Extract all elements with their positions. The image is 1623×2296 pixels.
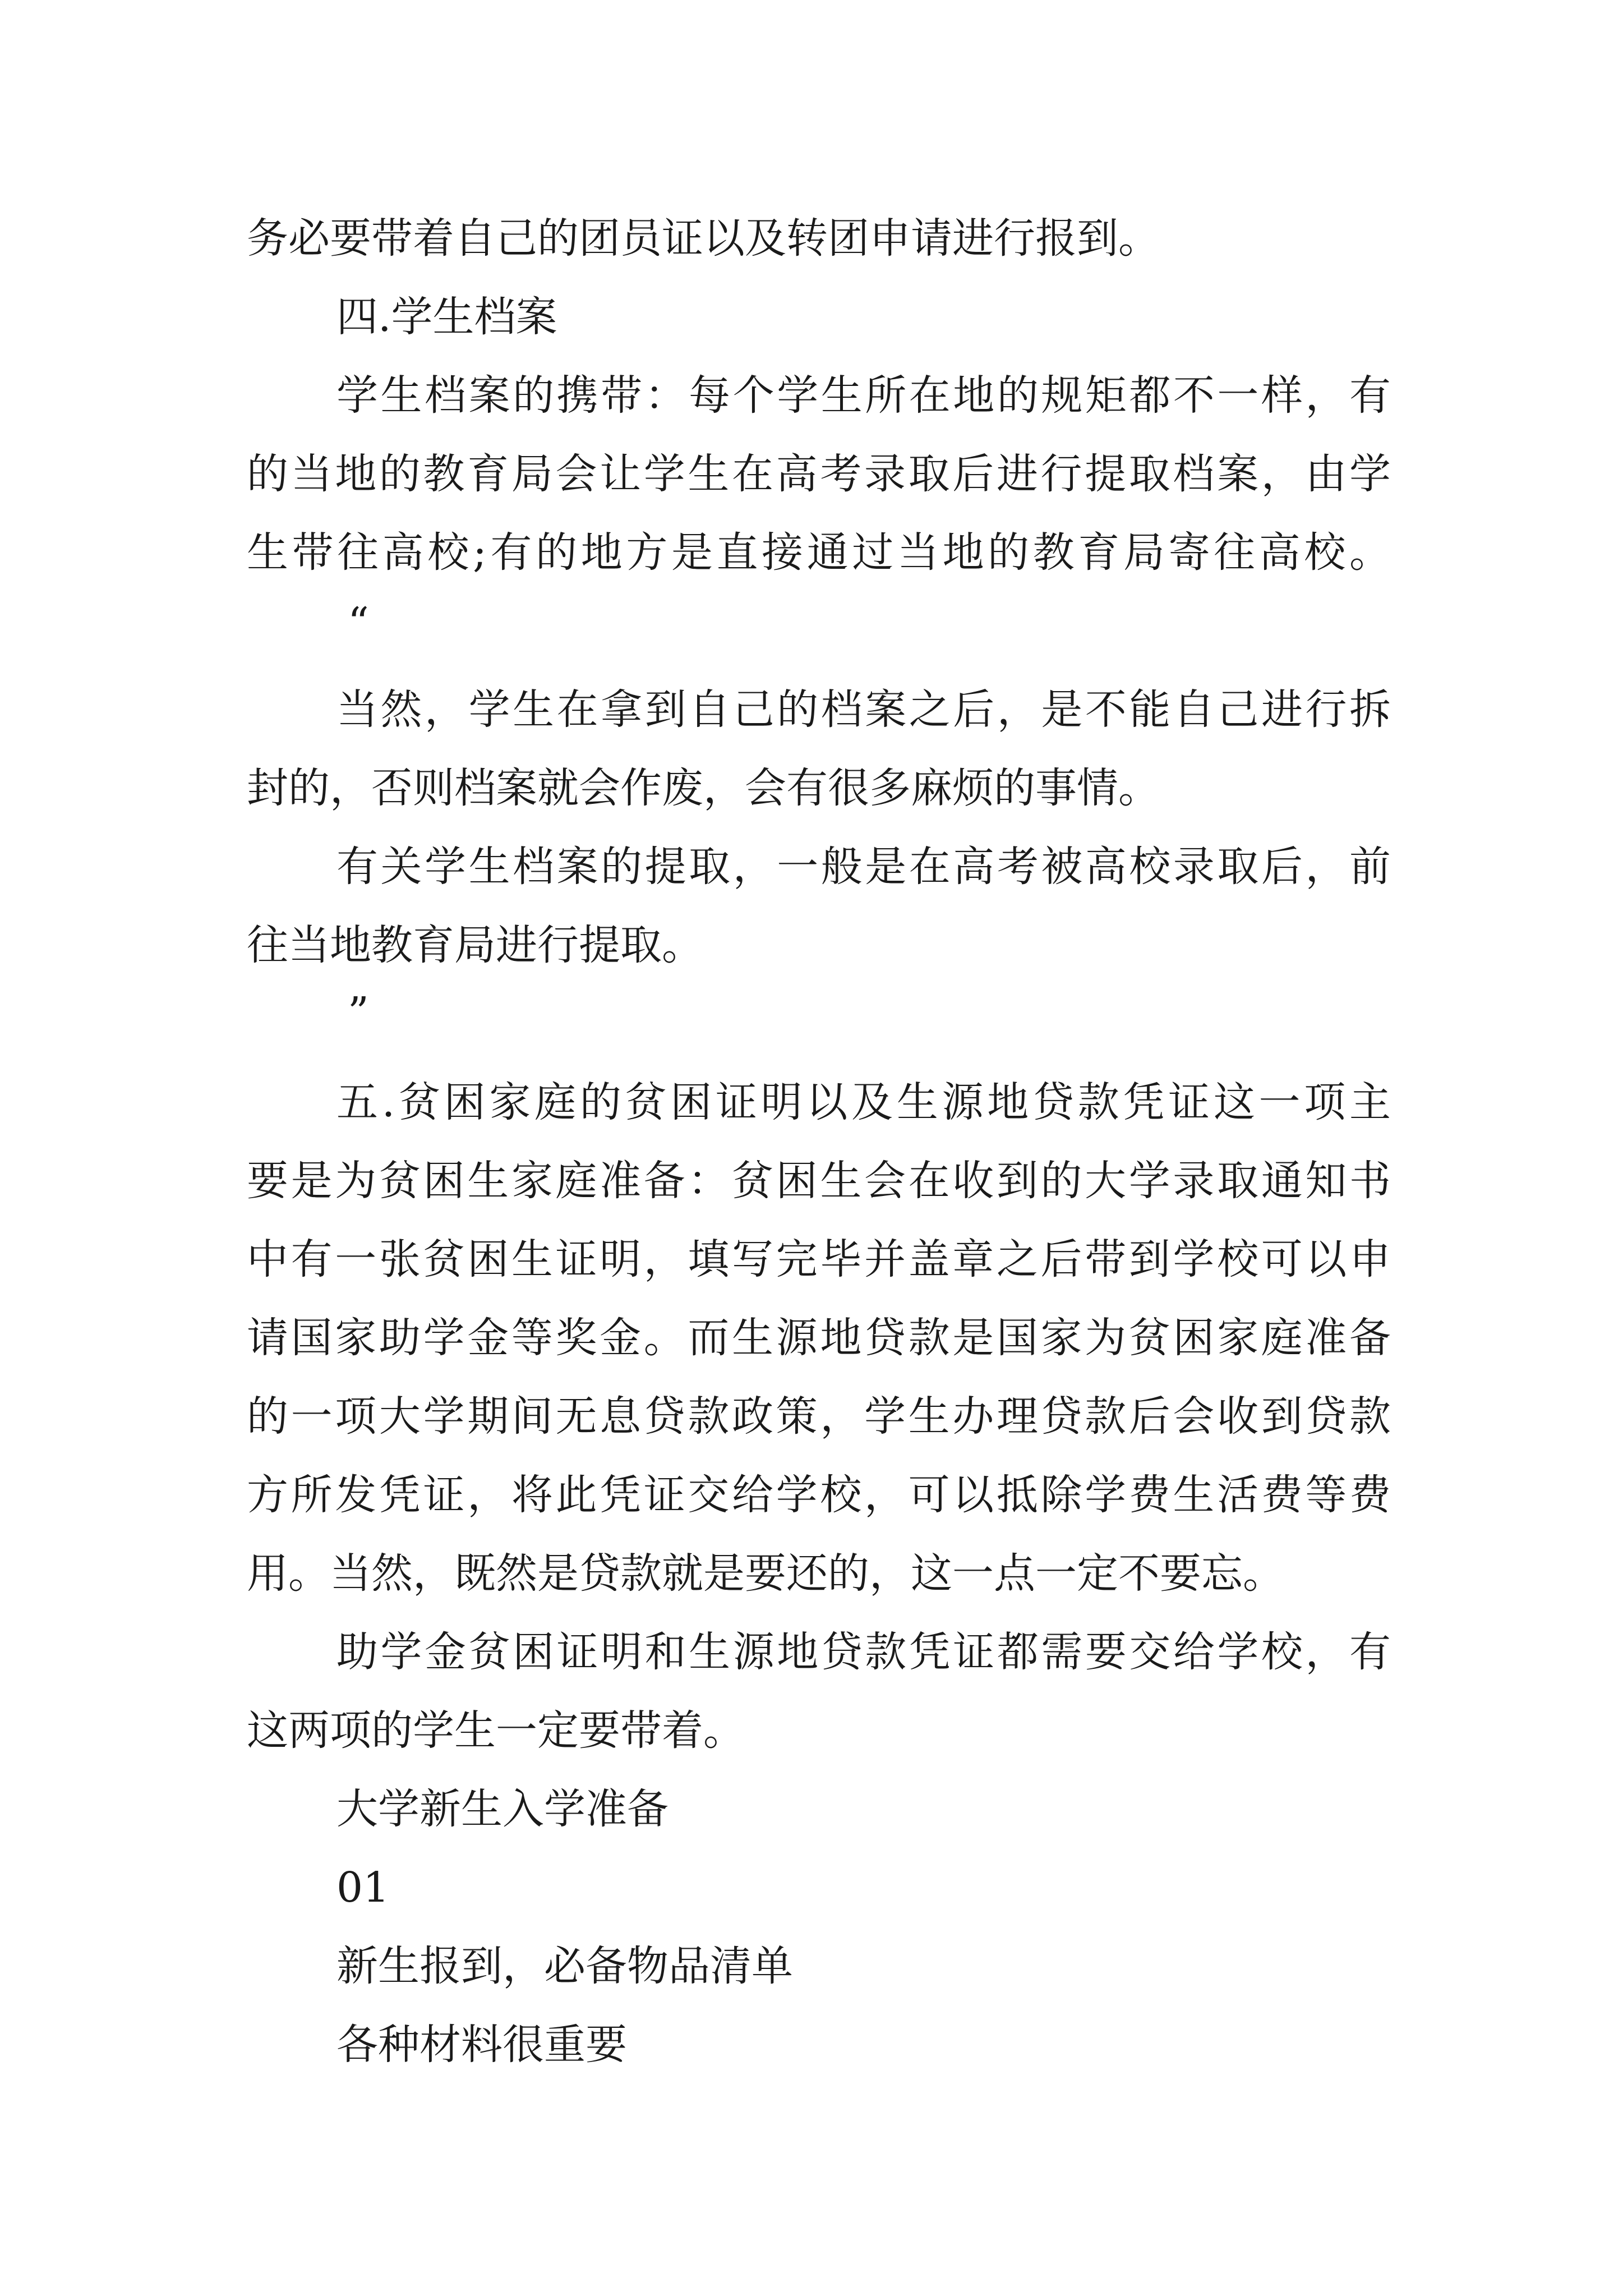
text-line: 助学金贫困证明和生源地贷款凭证都需要交给学校，有 (336, 1628, 1391, 1676)
text-line: 当然，学生在拿到自己的档案之后，是不能自己进行拆 (336, 685, 1391, 734)
text-line: 方所发凭证，将此凭证交给学校，可以抵除学费生活费等费 (247, 1471, 1391, 1519)
text-line: 的当地的教育局会让学生在高考录取后进行提取档案，由学 (247, 450, 1391, 498)
text-line: 这两项的学生一定要带着。 (247, 1706, 745, 1755)
section-heading: 五.贫困家庭的贫困证明以及生源地贷款凭证这一项主 (336, 1078, 1391, 1126)
text-line: 务必要带着自己的团员证以及转团申请进行报到。 (247, 214, 1160, 263)
text-line: 有关学生档案的提取，一般是在高考被高校录取后，前 (336, 843, 1391, 891)
close-quote-mark: ” (348, 988, 369, 1037)
text-line: 请国家助学金等奖金。而生源地贷款是国家为贫困家庭准备 (247, 1314, 1391, 1362)
text-line: 往当地教育局进行提取。 (247, 921, 703, 969)
text-line: 要是为贫困生家庭准备：贫困生会在收到的大学录取通知书 (247, 1157, 1391, 1205)
open-quote-mark: “ (348, 599, 369, 647)
text-line: 的一项大学期间无息贷款政策，学生办理贷款后会收到贷款 (247, 1392, 1391, 1441)
text-line: 中有一张贫困生证明，填写完毕并盖章之后带到学校可以申 (247, 1235, 1391, 1283)
section-heading: 四.学生档案 (336, 293, 557, 341)
subheading: 各种材料很重要 (336, 2021, 627, 2069)
text-line: 生带往高校;有的地方是直接通过当地的教育局寄往高校。 (247, 528, 1391, 577)
text-line: 用。当然，既然是贷款就是要还的，这一点一定不要忘。 (247, 1549, 1284, 1598)
subheading: 新生报到，必备物品清单 (336, 1942, 793, 1990)
subheading: 大学新生入学准备 (336, 1785, 668, 1833)
text-line: 学生档案的携带：每个学生所在地的规矩都不一样，有 (336, 371, 1391, 420)
section-number: 01 (336, 1864, 390, 1912)
text-line: 封的，否则档案就会作废，会有很多麻烦的事情。 (247, 764, 1160, 812)
